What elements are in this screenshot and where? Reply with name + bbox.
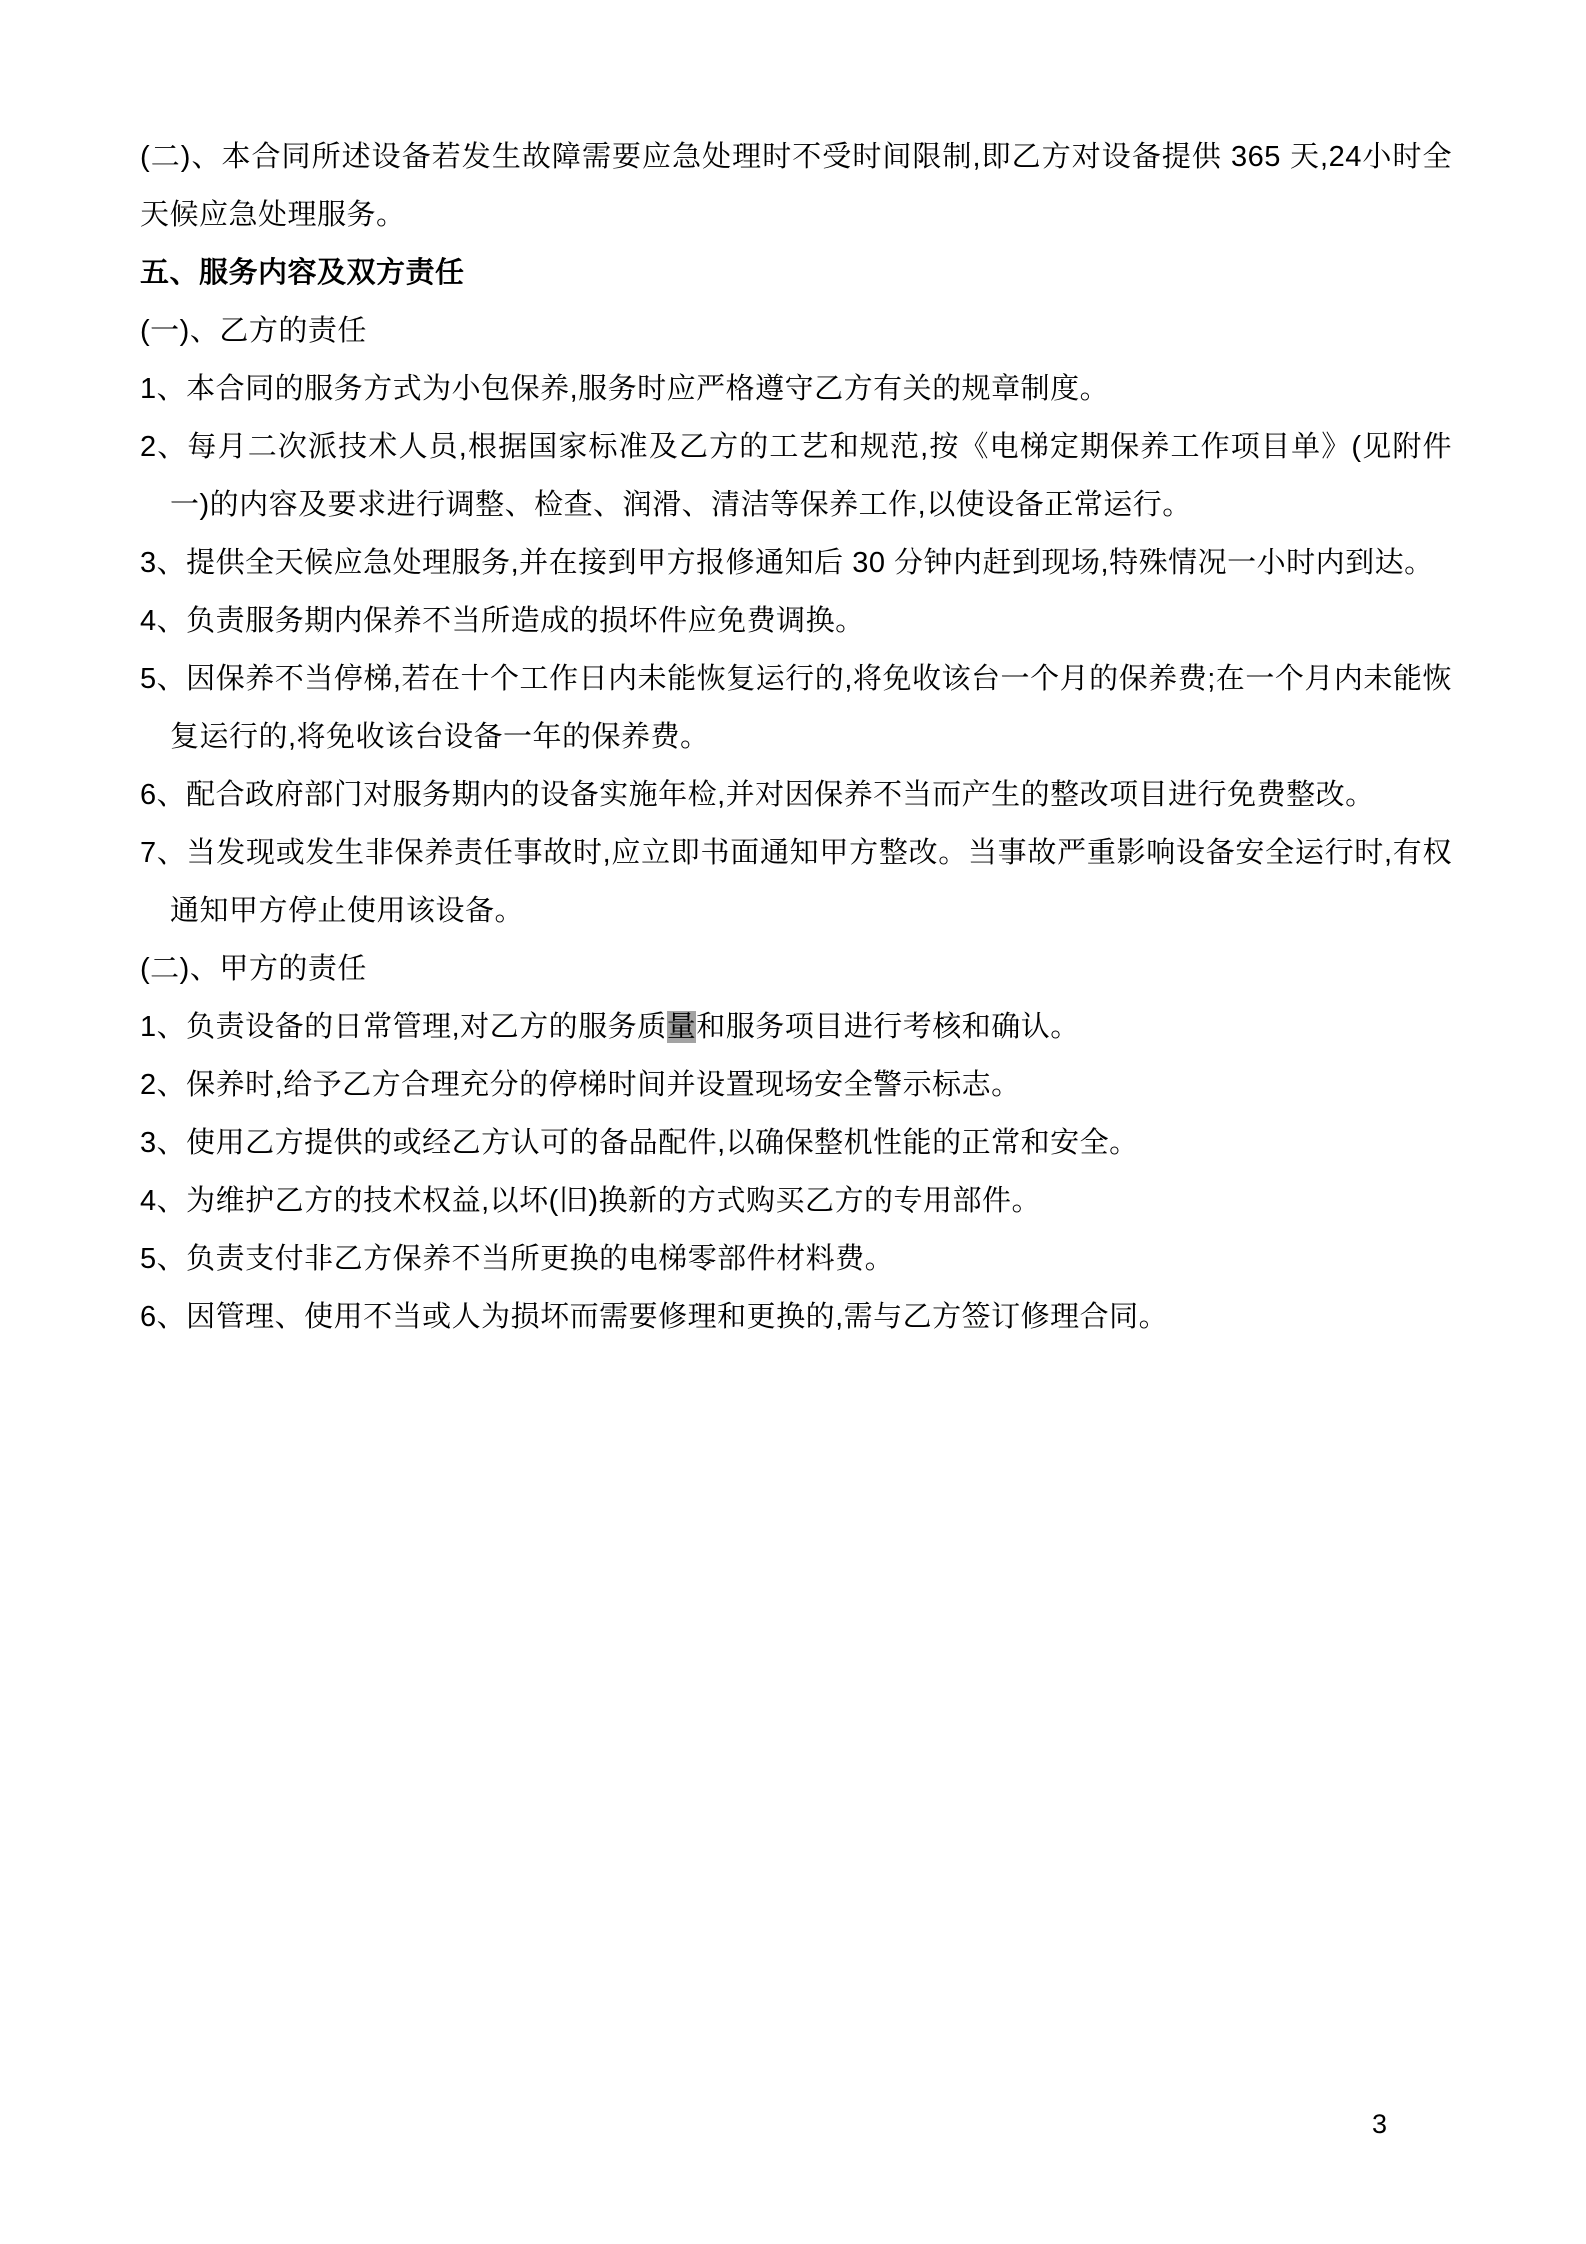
contract-body [140, 128, 1452, 1346]
party-b-item-6: 6、配合政府部门对服务期内的设备实施年检,并对因保养不当而产生的整改项目进行免费整改。 [140, 779, 1375, 811]
page-number: 3 [1372, 2109, 1388, 2139]
party-a-item-1-post: 和服务项目进行考核和确认。 [696, 1011, 1080, 1043]
party-a-item-1-pre: 1、负责设备的日常管理,对乙方的服务质 [140, 1011, 667, 1043]
party-a-item-3: 3、使用乙方提供的或经乙方认可的备品配件,以确保整机性能的正常和安全。 [140, 1127, 1139, 1159]
section5-heading: 五、服务内容及双方责任 [140, 257, 465, 289]
party-a-item-1 [140, 998, 1452, 1056]
party-b-item-2: 2、每月二次派技术人员,根据国家标准及乙方的工艺和规范,按《电梯定期保养工作项目单》(见附件一)的内容及要求进行调整、检查、润滑、清洁等保养工作,以使设备正常运行。 [140, 431, 1452, 521]
party-a-item-2: 2、保养时,给予乙方合理充分的停梯时间并设置现场安全警示标志。 [140, 1069, 1021, 1101]
party-b-item-3: 3、提供全天候应急处理服务,并在接到甲方报修通知后 30 分钟内赶到现场,特殊情况一小时内到达。 [140, 547, 1434, 579]
party-b-item-7: 7、当发现或发生非保养责任事故时,应立即书面通知甲方整改。当事故严重影响设备安全运行时,有权通知甲方停止使用该设备。 [140, 837, 1452, 927]
clause-emergency-service: (二)、本合同所述设备若发生故障需要应急处理时不受时间限制,即乙方对设备提供 365 天,24小时全天候应急处理服务。 [140, 141, 1452, 231]
party-b-item-4: 4、负责服务期内保养不当所造成的损坏件应免费调换。 [140, 605, 865, 637]
party-a-item-1-highlighted-char: 量 [666, 1011, 697, 1043]
party-a-item-5: 5、负责支付非乙方保养不当所更换的电梯零部件材料费。 [140, 1243, 895, 1275]
party-a-subheading: (二)、甲方的责任 [140, 953, 367, 985]
party-a-item-6: 6、因管理、使用不当或人为损坏而需要修理和更换的,需与乙方签订修理合同。 [140, 1301, 1169, 1333]
party-b-subheading: (一)、乙方的责任 [140, 315, 367, 347]
party-a-item-4: 4、为维护乙方的技术权益,以坏(旧)换新的方式购买乙方的专用部件。 [140, 1185, 1042, 1217]
party-b-item-1: 1、本合同的服务方式为小包保养,服务时应严格遵守乙方有关的规章制度。 [140, 373, 1110, 405]
party-b-item-5: 5、因保养不当停梯,若在十个工作日内未能恢复运行的,将免收该台一个月的保养费;在一个月内未能恢复运行的,将免收该台设备一年的保养费。 [140, 663, 1452, 753]
